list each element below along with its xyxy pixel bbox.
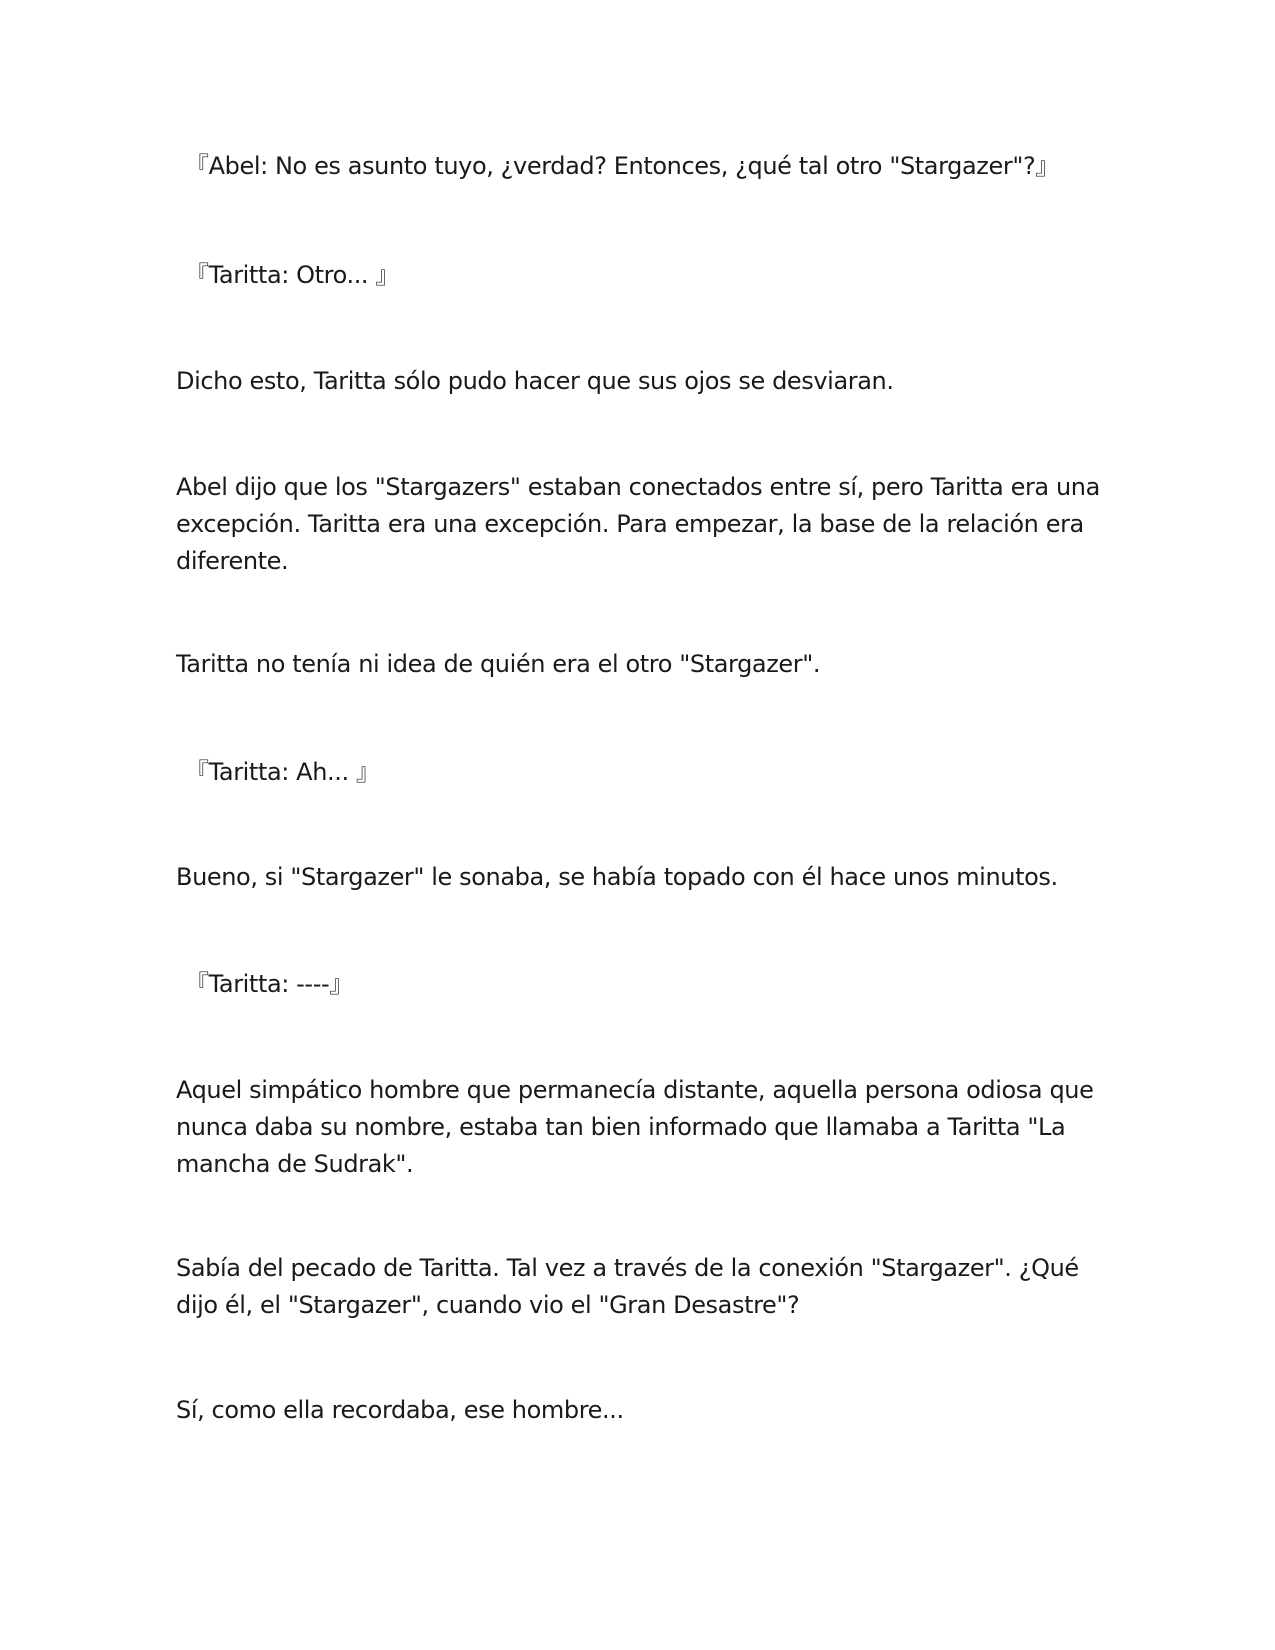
paragraph-stargazers-conectados: Abel dijo que los "Stargazers" estaban conectados entre sí, pero Taritta era una excepción. Taritta era una excepción. Para empezar, la base de la relación era diferente. [176, 473, 1100, 575]
paragraph-otro-stargazer: Taritta no tenía ni idea de quién era el otro "Stargazer". [176, 650, 821, 678]
paragraph-topado: Bueno, si "Stargazer" le sonaba, se había topado con él hace unos minutos. [176, 863, 1058, 891]
dialogue-taritta-otro: 『Taritta: Otro... 』 [185, 261, 399, 289]
paragraph-mancha-sudrak: Aquel simpático hombre que permanecía distante, aquella persona odiosa que nunca daba su nombre, estaba tan bien informado que llamaba a Taritta "La mancha de Sudrak". [176, 1076, 1094, 1178]
paragraph-gran-desastre: Sabía del pecado de Taritta. Tal vez a través de la conexión "Stargazer". ¿Qué dijo él, el "Stargazer", cuando vio el "Gran Desastre"? [176, 1254, 1079, 1319]
paragraph-ojos-desviaran: Dicho esto, Taritta sólo pudo hacer que sus ojos se desviaran. [176, 367, 894, 395]
dialogue-taritta-dash: 『Taritta: ----』 [185, 970, 353, 998]
paragraph-ese-hombre: Sí, como ella recordaba, ese hombre... [176, 1396, 624, 1424]
dialogue-abel-stargazer: 『Abel: No es asunto tuyo, ¿verdad? Entonces, ¿qué tal otro "Stargazer"?』 [185, 152, 1059, 180]
dialogue-taritta-ah: 『Taritta: Ah... 』 [185, 758, 380, 786]
